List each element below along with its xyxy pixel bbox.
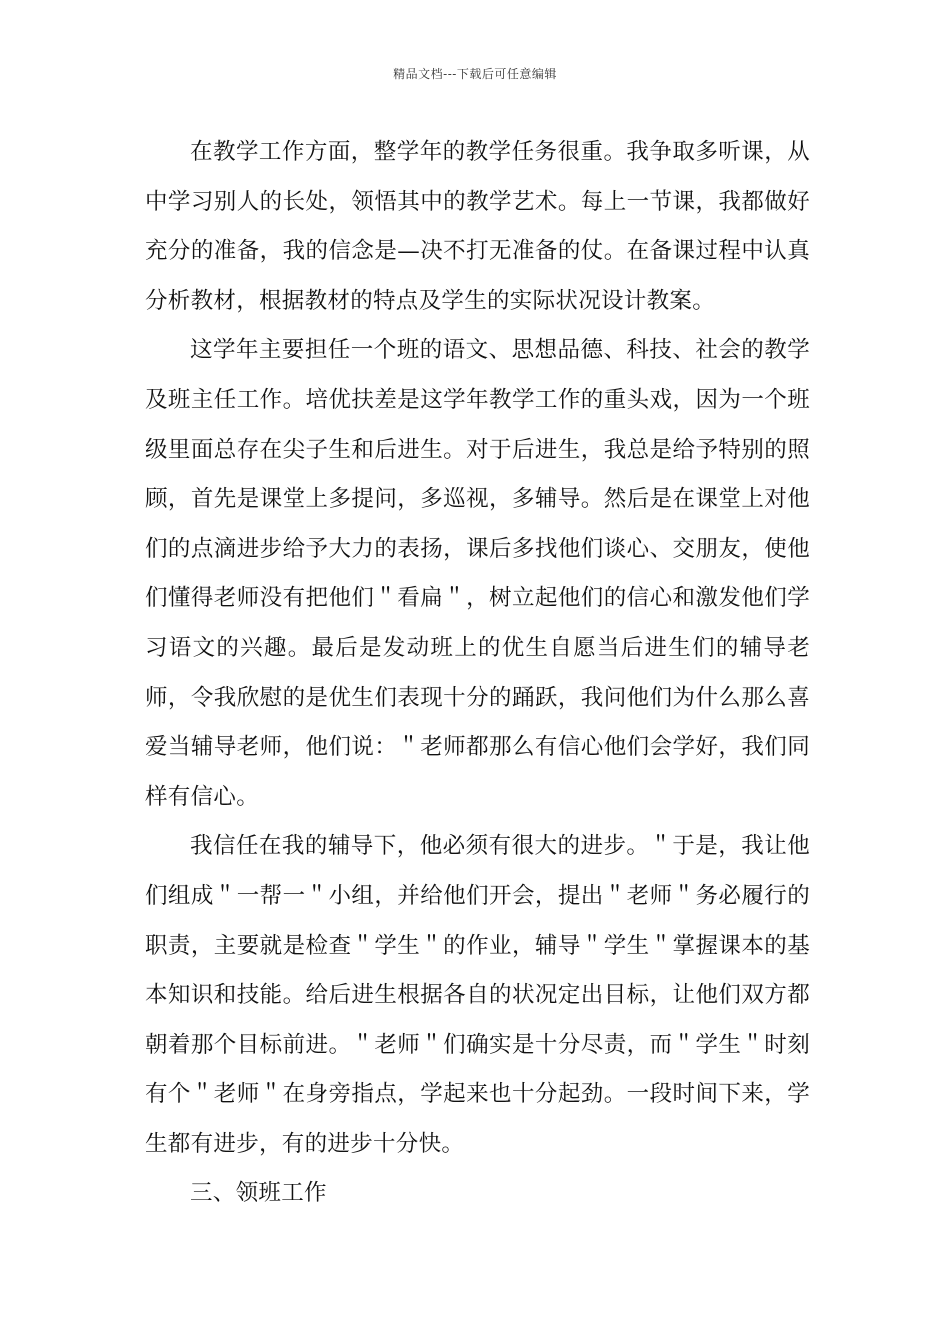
paragraph-teaching-work: 在教学工作方面，整学年的教学任务很重。我争取多听课，从中学习别人的长处，领悟其中的教学艺术。每上一节课，我都做好充分的准备，我的信念是—决不打无准备的仗。在备课过程中认真分析教材，根据教材的特点及学生的实际状况设计教案。 <box>145 139 810 314</box>
paragraph-class-duties: 这学年主要担任一个班的语文、思想品德、科技、社会的教学及班主任工作。培优扶差是这学年教学工作的重头戏，因为一个班级里面总存在尖子生和后进生。对于后进生，我总是给予特别的照顾，首先是课堂上多提问，多巡视，多辅导。然后是在课堂上对他们的点滴进步给予大力的表扬，课后多找他们谈心、交朋友，使他们懂得老师没有把他们＂看扁＂，树立起他们的信心和激发他们学习语文的兴趣。最后是发动班上的优生自愿当后进生们的辅导老师，令我欣慰的是优生们表现十分的踊跃，我问他们为什么那么喜爱当辅导老师，他们说：＂老师都那么有信心他们会学好，我们同样有信心。 <box>145 337 810 810</box>
document-body <box>145 128 810 1219</box>
page-header: 精品文档---下载后可任意编辑 <box>393 67 557 81</box>
section-heading: 三、领班工作 <box>190 1180 327 1207</box>
paragraph-tutoring-groups: 我信任在我的辅导下，他必须有很大的进步。＂于是，我让他们组成＂一帮一＂小组，并给他们开会，提出＂老师＂务必履行的职责，主要就是检查＂学生＂的作业，辅导＂学生＂掌握课本的基本知识和技能。给后进生根据各自的状况定出目标，让他们双方都朝着那个目标前进。＂老师＂们确实是十分尽责，而＂学生＂时刻有个＂老师＂在身旁指点，学起来也十分起劲。一段时间下来，学生都有进步，有的进步十分快。 <box>145 833 810 1157</box>
